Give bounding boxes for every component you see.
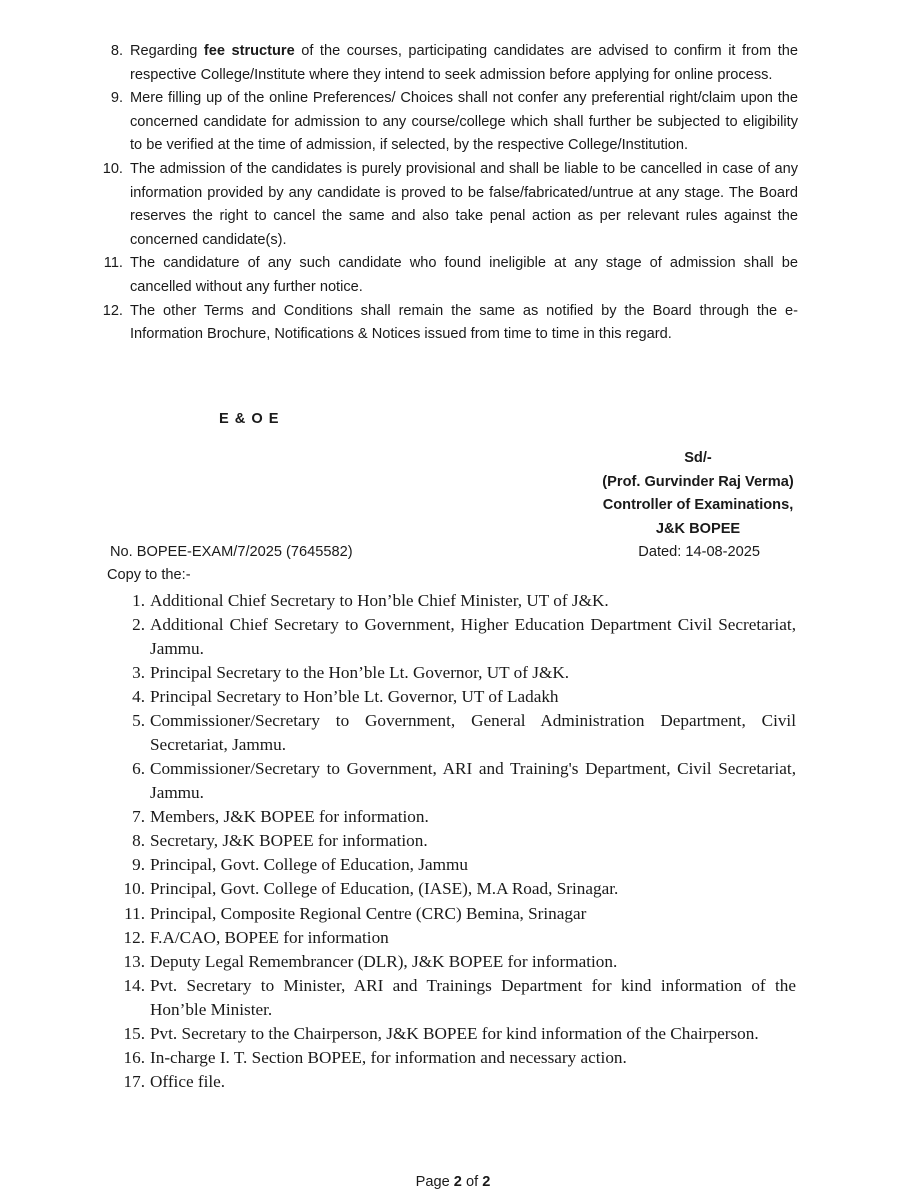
clause-number: 12. bbox=[102, 302, 123, 319]
copy-item-number: 3. bbox=[132, 662, 145, 682]
copy-item-number: 16. bbox=[123, 1048, 145, 1068]
copy-item-number: 13. bbox=[123, 952, 145, 972]
clause-text-post: of the courses, participating candidates are advised to confirm it from the respective College/Institute where they intend to seek admission before applying for online process. bbox=[130, 43, 798, 83]
copy-item-text: Principal Secretary to the Hon’ble Lt. Governor, UT of J&K. bbox=[150, 662, 570, 682]
clause-text-pre: The candidature of any such candidate who found ineligible at any stage of admission shall be cancelled without any further notice. bbox=[130, 255, 798, 295]
copy-item-text: Secretary, J&K BOPEE for information. bbox=[150, 831, 428, 851]
copy-item-text: Principal, Composite Regional Centre (CRC) Bemina, Srinagar bbox=[150, 903, 587, 923]
errors-omissions-note: E & O E bbox=[219, 411, 280, 427]
total-page-number: 2 bbox=[482, 1174, 491, 1190]
clause-item bbox=[100, 87, 798, 158]
copy-item-number: 14. bbox=[123, 976, 145, 996]
copy-item-text: In-charge I. T. Section BOPEE, for information and necessary action. bbox=[150, 1048, 627, 1068]
copy-list-item bbox=[112, 613, 796, 660]
copy-item-number: 10. bbox=[123, 879, 145, 899]
copy-item-text: Principal, Govt. College of Education, (IASE), M.A Road, Srinagar. bbox=[150, 879, 619, 899]
copy-list-item bbox=[112, 1022, 796, 1046]
clause-number: 11. bbox=[103, 255, 123, 272]
copy-item-number: 4. bbox=[132, 687, 145, 707]
copy-list-item bbox=[112, 877, 796, 901]
clause-text-pre: Regarding bbox=[130, 43, 204, 59]
signatory-designation: Controller of Examinations, bbox=[602, 497, 794, 514]
copy-list-item bbox=[112, 926, 796, 950]
copy-item-text: Additional Chief Secretary to Hon’ble Chief Minister, UT of J&K. bbox=[150, 591, 609, 610]
copy-item-text: F.A/CAO, BOPEE for information bbox=[150, 927, 389, 947]
copy-list-item bbox=[112, 950, 796, 974]
copy-list-item bbox=[112, 1046, 796, 1070]
clause-text bbox=[130, 158, 798, 252]
clause-text bbox=[130, 40, 798, 87]
copy-list-item bbox=[112, 805, 796, 829]
clause-text bbox=[130, 87, 798, 158]
copy-list-item bbox=[112, 661, 796, 685]
copy-to-list bbox=[112, 589, 796, 1095]
copy-item-number: 2. bbox=[132, 615, 145, 635]
copy-item-text: Principal, Govt. College of Education, Jammu bbox=[150, 855, 468, 875]
clause-text-pre: Mere filling up of the online Preferences/ Choices shall not confer any preferential right/claim upon the concerned candidate for admission to any course/college which shall further be subjected to eligibility to be verified at the time of admission, if selected, by the respective College/Institution. bbox=[130, 90, 798, 154]
copy-item-number: 15. bbox=[123, 1024, 145, 1043]
page-label: Page bbox=[415, 1174, 450, 1190]
copy-item-text: Deputy Legal Remembrancer (DLR), J&K BOPEE for information. bbox=[150, 952, 618, 972]
copy-item-text: Additional Chief Secretary to Government, Higher Education Department Civil Secretariat, Jammu. bbox=[150, 615, 796, 658]
signatory-organization: J&K BOPEE bbox=[655, 520, 741, 537]
clause-text bbox=[130, 252, 798, 299]
current-page-number: 2 bbox=[453, 1174, 462, 1190]
copy-item-text: Pvt. Secretary to Minister, ARI and Trainings Department for kind information of the Hon’ble Minister. bbox=[150, 976, 796, 1019]
copy-item-number: 12. bbox=[123, 927, 145, 947]
copy-list-item bbox=[112, 853, 796, 877]
copy-item-number: 8. bbox=[132, 831, 145, 851]
copy-list-item bbox=[112, 709, 796, 756]
copy-list-item bbox=[112, 829, 796, 853]
copy-item-text: Commissioner/Secretary to Government, ARI and Training's Department, Civil Secretariat, Jammu. bbox=[150, 759, 796, 802]
issue-date: Dated: 14-08-2025 bbox=[638, 544, 760, 560]
copy-item-text: Commissioner/Secretary to Government, General Administration Department, Civil Secretariat, Jammu. bbox=[150, 711, 796, 754]
copy-list-item bbox=[112, 902, 796, 926]
clause-item bbox=[100, 40, 798, 87]
copy-item-number: 5. bbox=[132, 711, 145, 731]
copy-item-text: Principal Secretary to Hon’ble Lt. Governor, UT of Ladakh bbox=[150, 687, 559, 707]
clause-number: 9. bbox=[110, 90, 123, 107]
copy-item-number: 9. bbox=[132, 855, 145, 875]
signature-block bbox=[578, 447, 818, 541]
clause-text-pre: The admission of the candidates is purely provisional and shall be liable to be cancelled in case of any information provided by any candidate is proved to be false/fabricated/untrue at any stage. The Board reserves the right to cancel the same and also take penal action as per relevant rules against the concerned candidate(s). bbox=[130, 160, 798, 248]
clause-item bbox=[100, 158, 798, 252]
copy-list-item bbox=[112, 685, 796, 709]
copy-item-text: Members, J&K BOPEE for information. bbox=[150, 806, 429, 826]
clause-text-pre: The other Terms and Conditions shall remain the same as notified by the Board through the e-Information Brochure, Notifications & Notices issued from time to time in this regard. bbox=[130, 302, 798, 343]
page-of-label: of bbox=[465, 1174, 479, 1190]
signatory-name: (Prof. Gurvinder Raj Verma) bbox=[602, 473, 794, 490]
clause-item bbox=[100, 300, 798, 347]
terms-list bbox=[100, 40, 798, 347]
copy-item-number: 17. bbox=[123, 1072, 145, 1092]
clause-number: 8. bbox=[110, 43, 123, 59]
copy-item-number: 6. bbox=[132, 759, 145, 779]
copy-item-number: 11. bbox=[124, 903, 145, 923]
copy-item-text: Pvt. Secretary to the Chairperson, J&K BOPEE for kind information of the Chairperson. bbox=[150, 1024, 759, 1043]
copy-to-label: Copy to the:- bbox=[107, 567, 191, 583]
copy-list-item bbox=[112, 974, 796, 1021]
copy-item-number: 1. bbox=[132, 591, 145, 610]
copy-list-item bbox=[112, 589, 796, 613]
clause-text-bold: fee structure bbox=[203, 43, 295, 59]
signature-sd: Sd/- bbox=[684, 450, 712, 466]
page-footer bbox=[0, 1174, 906, 1190]
reference-number: No. BOPEE-EXAM/7/2025 (7645582) bbox=[110, 544, 353, 560]
clause-item bbox=[100, 252, 798, 299]
copy-item-number: 7. bbox=[132, 806, 145, 826]
copy-list-item bbox=[112, 757, 796, 804]
clause-text bbox=[130, 300, 798, 347]
clause-number: 10. bbox=[102, 160, 123, 177]
reference-line bbox=[110, 541, 760, 563]
copy-item-text: Office file. bbox=[150, 1072, 226, 1092]
copy-list-item bbox=[112, 1070, 796, 1094]
